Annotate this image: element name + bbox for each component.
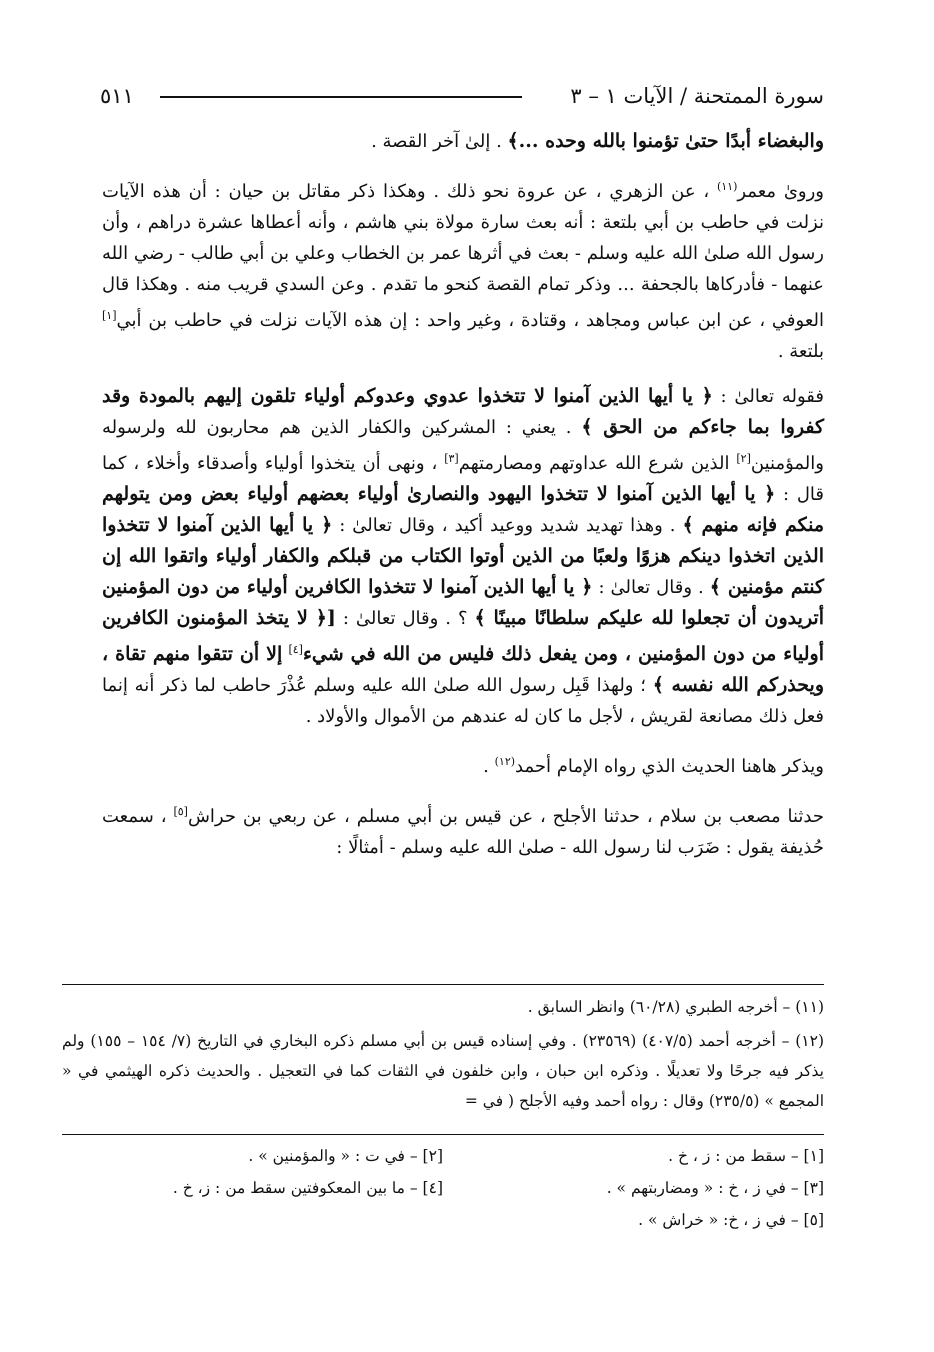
textual-variants — [62, 1140, 824, 1236]
variants-row — [62, 1172, 824, 1204]
paragraph-3 — [102, 381, 824, 732]
text-run: حدثنا مصعب بن سلام ، حدثنا الأجلح ، عن قيس بن أبي مسلم ، عن ربعي بن حراش — [187, 806, 824, 827]
paragraph-1 — [102, 126, 824, 157]
page-number: ٥١١ — [100, 84, 134, 108]
paragraph-2 — [102, 171, 824, 367]
variant-2: [٢] – في ت : « والمؤمنين » . — [248, 1147, 443, 1165]
quran-quote: ﴿ يا أيها الذين آمنوا لا تتخذوا عدوي وعدوكم أولياء تلقون إليهم بالمودة وقد كفروا بما جاءكم من الحق ﴾ — [102, 385, 824, 438]
variants-row — [62, 1204, 824, 1236]
main-text — [102, 126, 824, 877]
text-run: . — [483, 756, 489, 777]
text-run: . إلىٰ آخر القصة . — [371, 131, 502, 152]
footnote-divider — [62, 984, 824, 985]
text-run: . يعني : المشركين والكفار الذين هم محاربون لله ولرسوله والمؤمنين — [102, 417, 824, 474]
text-run: ؟ . وقال تعالىٰ : — [342, 608, 468, 629]
quran-quote: [﴿ لا يتخذ المؤمنون الكافرين أولياء من دون المؤمنين ، ومن يفعل ذلك فليس من الله في شيء — [102, 607, 824, 665]
variant-5: [٥] – في ز ، خ: « خراش » . — [638, 1211, 824, 1229]
quran-quote: ﴿ يا أيها الذين آمنوا لا تتخذوا الكافرين أولياء من دون المؤمنين أتريدون أن تجعلوا لله عليكم سلطانًا مبينًا ﴾ — [102, 576, 824, 629]
variants-row — [62, 1140, 824, 1172]
paragraph-4 — [102, 746, 824, 782]
variant-1: [١] – سقط من : ز ، خ . — [668, 1147, 824, 1165]
footnotes — [62, 992, 824, 1120]
text-run: وروىٰ معمر — [737, 181, 824, 202]
text-run: ويذكر هاهنا الحديث الذي رواه الإمام أحمد — [515, 756, 824, 777]
page-header-title: سورة الممتحنة / الآيات ١ – ٣ — [570, 84, 824, 108]
footnote-12: (١٢) – أخرجه أحمد (٤٠٧/٥) (٢٣٥٦٩) . وفي إسناده قيس بن أبي مسلم ذكره البخاري في التاريخ (٧/ ١٥٤ – ١٥٥) ولم يذكر فيه جرحًا ولا تعديلًا . وذكره ابن حبان ، وابن خلفون في الثقات كما في التعجيل . والحديث ذكره الهيثمي في « المجمع » (٢٣٥/٥) وقال : رواه أحمد وفيه الأجلح ( في = — [62, 1032, 825, 1110]
variant-ref: [٢] — [736, 452, 751, 465]
header-rule — [160, 96, 522, 98]
text-run: بلتعة . — [777, 341, 824, 362]
quran-quote: إلا أن تتقوا منهم تقاة ، ويحذركم الله نفسه ﴾ — [102, 643, 824, 696]
text-run: . وقال تعالىٰ : — [598, 577, 704, 598]
variant-ref: [٣] — [444, 452, 459, 465]
variant-ref: [٥] — [173, 805, 188, 818]
footnote-ref: (١٢) — [494, 755, 516, 768]
variant-4: [٤] – ما بين المعكوفتين سقط من : ز، خ . — [172, 1179, 443, 1197]
footnote-ref: (١١) — [716, 180, 738, 193]
quran-quote: ﴿ يا أيها الذين آمنوا لا تتخذوا اليهود والنصارىٰ أولياء بعضهم أولياء بعض ومن يتولهم منكم فإنه منهم ﴾ — [102, 483, 825, 536]
variant-3: [٣] – في ز ، خ : « ومضاربتهم » . — [606, 1179, 824, 1197]
text-run: . وهذا تهديد شديد ووعيد أكيد ، وقال تعالىٰ : — [339, 515, 676, 536]
variant-ref: [١] — [102, 309, 117, 322]
text-run: ؛ ولهذا قَبِل رسول الله صلىٰ الله عليه وسلم عُذْرَ حاطب لما ذكر أنه إنما فعل ذلك مصانعة لقريش ، لأجل ما كان له عندهم من الأموال والأولاد . — [102, 675, 824, 727]
running-head — [100, 76, 824, 116]
text-run: فقوله تعالىٰ : — [720, 386, 824, 407]
text-run: ، ونهى أن يتخذوا أولياء وأصدقاء وأخلاء ، كما قال : — [102, 453, 824, 505]
text-run: الذين شرع الله عداوتهم ومصارمتهم — [458, 453, 730, 474]
quran-quote: والبغضاء أبدًا حتىٰ تؤمنوا بالله وحده ...﴾ — [507, 130, 824, 152]
text-run: ، عن الزهري ، عن عروة نحو ذلك . وهكذا ذكر مقاتل بن حيان : أن هذه الآيات نزلت في حاطب بن أبي بلتعة : أنه بعث سارة مولاة بني هاشم ، وأنه أعطاها عشرة دراهم ، وأن رسول الله صلىٰ الله عليه وسلم - بعث في أثرها عمر بن الخطاب وعلي بن أبي طالب - رضي الله عنهما - فأدركاها بالجحفة ... وذكر تمام القصة كنحو ما تقدم . وعن السدي قريب منه . وهكذا قال العوفي ، عن ابن عباس ومجاهد ، وقتادة ، وغير واحد : إن هذه الآيات نزلت في حاطب بن أبي — [102, 181, 824, 331]
paragraph-5 — [102, 796, 824, 863]
footnote-11: (١١) – أخرجه الطبري (٦٠/٢٨) وانظر السابق . — [527, 998, 824, 1016]
text-run: ، سمعت حُذيفة يقول : ضَرَب لنا رسول الله - صلىٰ الله عليه وسلم - أمثالًا : — [102, 806, 824, 858]
variant-ref: [٤] — [288, 643, 303, 656]
variants-divider — [62, 1134, 824, 1135]
quran-quote: ﴿ يا أيها الذين آمنوا لا تتخذوا الذين اتخذوا دينكم هزوًا ولعبًا من الذين أوتوا الكتاب من قبلكم والكفار أولياء واتقوا الله إن كنتم مؤمنين ﴾ — [102, 514, 824, 598]
